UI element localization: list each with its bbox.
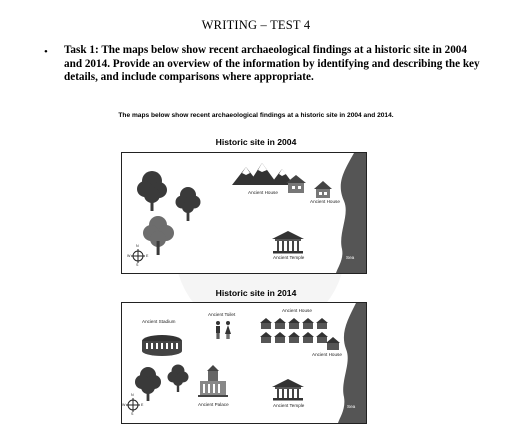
house-icon xyxy=(326,337,340,350)
task-prompt: Task 1: The maps below show recent archaeological findings at a historic site in 2004 and 2014. Provide an overview of the information by identifying and describing the key details, and include comparisons where appropriate. xyxy=(64,44,480,83)
compass-icon xyxy=(131,249,145,263)
compass-s: S xyxy=(136,263,139,267)
label-ancient-house-2: Ancient House xyxy=(310,199,340,204)
label-sea: Sea xyxy=(346,255,355,260)
tree-icon xyxy=(176,187,201,221)
house-icon xyxy=(302,318,314,329)
map-2004-title: Historic site in 2004 xyxy=(215,137,297,147)
compass-e: E xyxy=(146,254,149,258)
tree-icon xyxy=(135,367,161,401)
figure-intro: The maps below show recent archaeological findings at a historic site in 2004 and 2014. xyxy=(118,112,394,119)
compass-w: W xyxy=(127,254,131,258)
compass-e: E xyxy=(141,403,144,407)
compass-w: W xyxy=(122,403,126,407)
mountain-icon xyxy=(232,163,294,185)
house-icon xyxy=(274,332,286,343)
label-ancient-stadium: Ancient Stadium xyxy=(142,319,176,324)
tree-icon xyxy=(137,171,167,211)
compass-s: S xyxy=(131,412,134,416)
compass-n: N xyxy=(131,393,134,397)
bullet: • xyxy=(44,46,48,58)
house-icon xyxy=(316,332,328,343)
house-cluster-icon xyxy=(260,318,340,350)
label-sea: Sea xyxy=(347,404,356,409)
house-icon xyxy=(260,332,272,343)
house-icon xyxy=(314,181,332,198)
palace-icon xyxy=(198,365,228,397)
house-icon xyxy=(274,318,286,329)
tree-icon xyxy=(143,216,174,255)
house-icon xyxy=(286,175,306,193)
label-ancient-house-right: Ancient House xyxy=(312,352,342,357)
toilet-icon xyxy=(216,321,231,339)
temple-icon xyxy=(272,231,304,254)
label-ancient-house-1: Ancient House xyxy=(248,190,278,195)
map-2014-title: Historic site in 2014 xyxy=(215,288,297,298)
label-ancient-palace: Ancient Palace xyxy=(198,402,229,407)
map-2004-drawing xyxy=(122,153,366,273)
label-ancient-house-top: Ancient House xyxy=(282,308,312,313)
house-icon xyxy=(316,318,328,329)
compass-n: N xyxy=(136,244,139,248)
map-2014 xyxy=(121,302,367,424)
house-icon xyxy=(302,332,314,343)
temple-icon xyxy=(272,379,304,401)
label-ancient-toilet: Ancient Toilet xyxy=(208,312,236,317)
label-ancient-temple: Ancient Temple xyxy=(273,403,305,408)
house-icon xyxy=(288,318,300,329)
map-2004 xyxy=(121,152,367,274)
house-icon xyxy=(288,332,300,343)
compass-icon xyxy=(126,398,140,412)
house-icon xyxy=(260,318,272,329)
stadium-icon xyxy=(142,335,182,356)
test-title: WRITING – TEST 4 xyxy=(201,18,311,32)
label-ancient-temple: Ancient Temple xyxy=(273,255,305,260)
tree-icon xyxy=(168,365,189,393)
